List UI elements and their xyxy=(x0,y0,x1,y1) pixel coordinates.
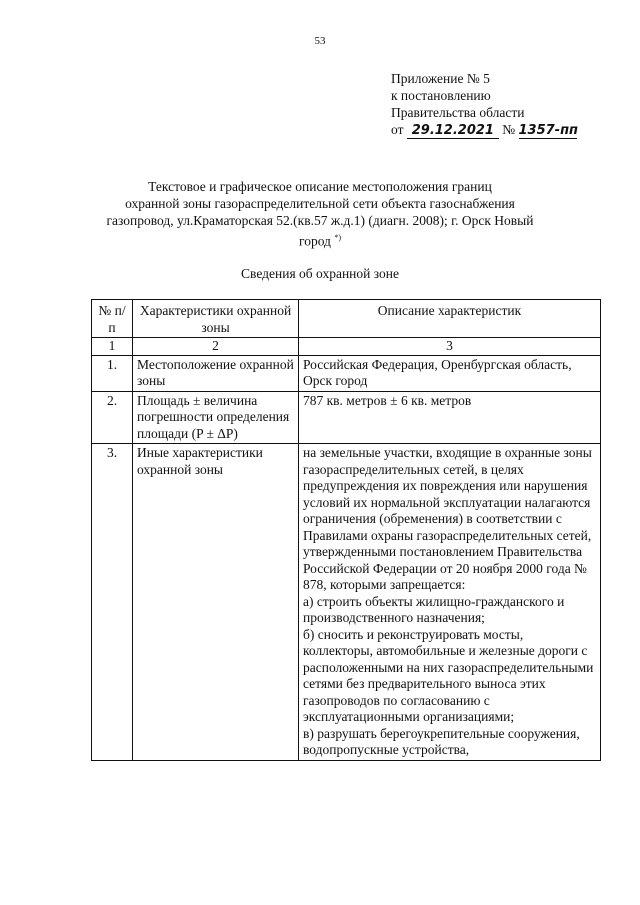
row-description: 787 кв. метров ± 6 кв. метров xyxy=(299,391,601,444)
appendix-line-3: Правительства области xyxy=(391,105,525,120)
index-cell-1: 1 xyxy=(92,338,133,356)
row-number: 1. xyxy=(92,355,133,391)
section-subtitle: Сведения об охранной зоне xyxy=(241,266,399,281)
footnote-mark: *) xyxy=(334,233,341,242)
row-description xyxy=(299,444,601,761)
title-line-1: Текстовое и графическое описание местоположения границ xyxy=(148,179,492,194)
table-header-row xyxy=(92,300,601,338)
restriction-item-a: а) строить объекты жилищно-гражданского и производственного назначения; xyxy=(303,593,565,625)
table-row xyxy=(92,355,601,391)
table-index-row xyxy=(92,338,601,356)
table-row xyxy=(92,391,601,444)
handwritten-date: 29.12.2021 xyxy=(407,124,499,139)
row-number: 3. xyxy=(92,444,133,761)
header-characteristic: Характеристики охранной зоны xyxy=(133,300,299,338)
header-number: № п/п xyxy=(92,300,133,338)
number-label: № xyxy=(502,122,516,137)
row-number: 2. xyxy=(92,391,133,444)
appendix-line-2: к постановлению xyxy=(391,88,491,103)
appendix-block xyxy=(391,70,577,139)
title-line-2: охранной зоны газораспределительной сети объекта газоснабжения xyxy=(125,196,515,211)
restriction-item-b: б) сносить и реконструировать мосты, коллекторы, автомобильные и железные дороги с расположенными на них газораспределительными сетями без предварительного выноса этих газопроводов по согласованию с эксплуатационными организациями; xyxy=(303,626,594,724)
appendix-line-1: Приложение № 5 xyxy=(391,71,490,86)
title-line-3: газопровод, ул.Краматорская 52.(кв.57 ж.д.1) (диагн. 2008); г. Орск Новый xyxy=(106,213,534,228)
page-number: 53 xyxy=(314,35,326,47)
index-cell-3: 3 xyxy=(299,338,601,356)
row-characteristic: Местоположение охранной зоны xyxy=(133,355,299,391)
title-line-4 xyxy=(100,229,540,250)
handwritten-number: 1357-пп xyxy=(518,123,579,138)
row-description: Российская Федерация, Оренбургская область, Орск город xyxy=(299,355,601,391)
protection-zone-table xyxy=(91,299,601,761)
row-characteristic: Иные характеристики охранной зоны xyxy=(133,444,299,761)
row-characteristic: Площадь ± величина погрешности определения площади (P ± ΔP) xyxy=(133,391,299,444)
title-line-4-text: город xyxy=(299,233,331,249)
header-description: Описание характеристик xyxy=(299,300,601,338)
appendix-date-line xyxy=(391,121,577,139)
index-cell-2: 2 xyxy=(133,338,299,356)
restrictions-intro: на земельные участки, входящие в охранные зоны газораспределительных сетей, в целях предупреждения их повреждения или нарушения условий их нормальной эксплуатации налагаются ограничения (обременения) в соответствии с Правилами охраны газораспределительных сетей, утвержденными постановлением Правительства Российской Федерации от 20 ноября 2000 года № 878, которыми запрещается: xyxy=(303,445,592,592)
restriction-item-c: в) разрушать берегоукрепительные сооружения, водопропускные устройства, xyxy=(303,725,580,757)
from-label: от xyxy=(391,122,404,137)
document-title xyxy=(100,178,540,250)
table-row xyxy=(92,444,601,761)
